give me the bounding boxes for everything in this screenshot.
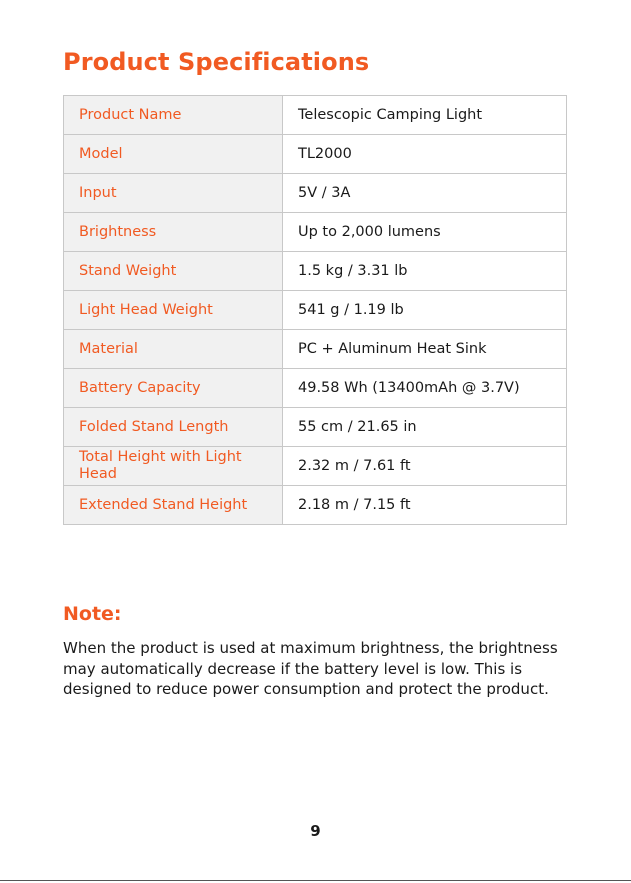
table-row (64, 447, 567, 486)
spec-value-input: 5V / 3A (283, 174, 567, 213)
specifications-table (63, 95, 567, 525)
spec-value-light-head-weight: 541 g / 1.19 lb (283, 291, 567, 330)
page-title: Product Specifications (63, 48, 370, 76)
page-bottom-divider (0, 880, 631, 881)
spec-value-brightness: Up to 2,000 lumens (283, 213, 567, 252)
spec-label-total-height: Total Height with Light Head (64, 447, 283, 486)
table-row (64, 369, 567, 408)
spec-label-product-name: Product Name (64, 96, 283, 135)
spec-label-battery-capacity: Battery Capacity (64, 369, 283, 408)
table-row (64, 96, 567, 135)
spec-value-material: PC + Aluminum Heat Sink (283, 330, 567, 369)
spec-value-product-name: Telescopic Camping Light (283, 96, 567, 135)
table-row (64, 135, 567, 174)
note-title: Note: (63, 603, 122, 625)
page-number: 9 (310, 822, 321, 840)
spec-label-model: Model (64, 135, 283, 174)
table-row (64, 252, 567, 291)
table-row (64, 408, 567, 447)
spec-value-battery-capacity: 49.58 Wh (13400mAh @ 3.7V) (283, 369, 567, 408)
spec-label-light-head-weight: Light Head Weight (64, 291, 283, 330)
spec-value-extended-stand-height: 2.18 m / 7.15 ft (283, 486, 567, 525)
spec-value-total-height: 2.32 m / 7.61 ft (283, 447, 567, 486)
table-row (64, 486, 567, 525)
spec-value-model: TL2000 (283, 135, 567, 174)
spec-label-folded-stand-length: Folded Stand Length (64, 408, 283, 447)
specifications-table-body (64, 96, 567, 525)
table-row (64, 330, 567, 369)
spec-label-brightness: Brightness (64, 213, 283, 252)
spec-label-extended-stand-height: Extended Stand Height (64, 486, 283, 525)
table-row (64, 174, 567, 213)
table-row (64, 213, 567, 252)
spec-value-stand-weight: 1.5 kg / 3.31 lb (283, 252, 567, 291)
spec-label-material: Material (64, 330, 283, 369)
spec-label-stand-weight: Stand Weight (64, 252, 283, 291)
table-row (64, 291, 567, 330)
note-body: When the product is used at maximum brightness, the brightness may automatically decrease if the battery level is low. This is designed to reduce power consumption and protect the product. (63, 639, 558, 698)
spec-value-folded-stand-length: 55 cm / 21.65 in (283, 408, 567, 447)
spec-label-input: Input (64, 174, 283, 213)
